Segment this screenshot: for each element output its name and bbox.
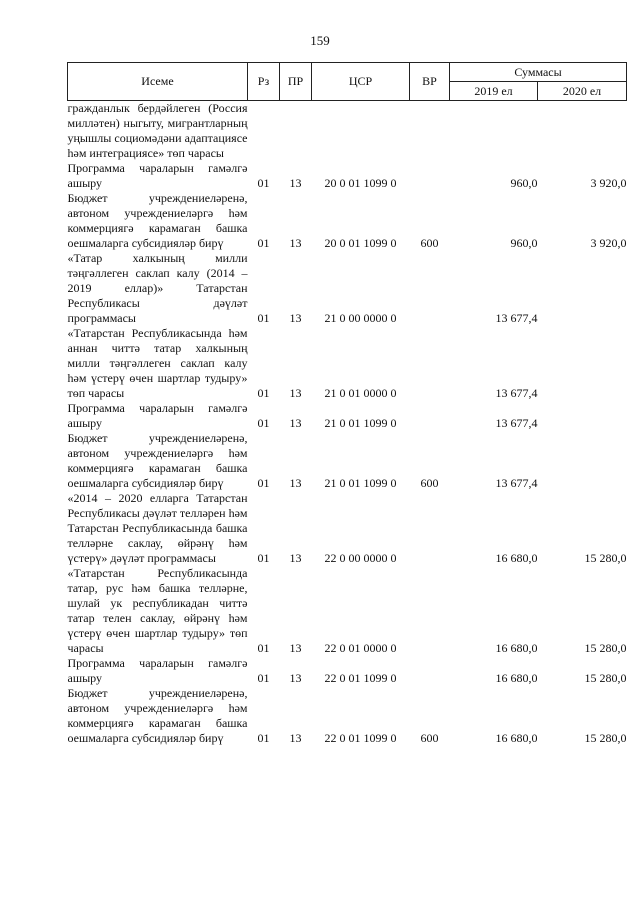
row-pr: 13 (289, 671, 302, 685)
row-pr: 13 (289, 236, 302, 250)
row-sum-2019: 13 677,4 (495, 311, 538, 325)
budget-table (67, 62, 627, 746)
row-vr: 600 (420, 476, 439, 490)
row-pr: 13 (289, 311, 302, 325)
row-sum-2020: 15 280,0 (584, 551, 627, 565)
header-vr: ВР (410, 63, 450, 101)
row-name: гражданлык бердәйлеген (Россия милләтен) ныгыту, мигрантларның уңышлы социомәдәни адаптациясе һәм интеграциясе» төп чарасы (67, 101, 248, 160)
header-sums: Суммасы (450, 63, 627, 82)
row-name: «Татарстан Республикасында татар, рус һәм башка телләрне, шулай ук республикадан читтә татар телен саклау, өйрәнү һәм үстерү өчен шартлар тудыру» төп чарасы (67, 566, 248, 655)
row-rz: 01 (257, 311, 270, 325)
row-name: «Татарстан Республикасында һәм аннан читтә татар халкының милли тәңгәллеген саклап калу һәм үстерү өчен шартлар тудыру» төп чарасы (67, 326, 248, 400)
row-name: Бюджет учреждениеләренә, автоном учреждениеләргә һәм коммерциягә карамаган башка оешмаларга субсидияләр бирү (67, 191, 248, 250)
row-vr: 600 (420, 731, 439, 745)
row-sum-2019: 16 680,0 (495, 671, 538, 685)
row-csr: 22 0 01 1099 0 (324, 671, 397, 685)
row-csr: 20 0 01 1099 0 (324, 236, 397, 250)
row-sum-2019: 960,0 (510, 176, 538, 190)
row-rz (248, 101, 280, 162)
table-row (68, 161, 627, 191)
table-row (68, 566, 627, 656)
row-pr: 13 (289, 416, 302, 430)
header-rz: Рз (248, 63, 280, 101)
row-sum-2020: 3 920,0 (590, 236, 627, 250)
row-sum-2019: 16 680,0 (495, 641, 538, 655)
row-csr: 20 0 01 1099 0 (324, 176, 397, 190)
row-vr (410, 326, 450, 401)
row-pr: 13 (289, 641, 302, 655)
row-rz: 01 (257, 671, 270, 685)
row-sum-2020 (538, 326, 627, 401)
row-pr: 13 (289, 551, 302, 565)
table-row (68, 251, 627, 326)
row-vr (410, 491, 450, 566)
header-year-2020: 2020 ел (538, 82, 627, 101)
row-csr: 21 0 01 1099 0 (324, 476, 397, 490)
row-rz: 01 (257, 641, 270, 655)
row-pr (280, 101, 312, 162)
table-body (68, 101, 627, 747)
row-csr: 22 0 00 0000 0 (324, 551, 397, 565)
row-vr (410, 566, 450, 656)
table-row (68, 191, 627, 251)
row-rz: 01 (257, 476, 270, 490)
row-sum-2020 (538, 101, 627, 162)
row-name: «2014 – 2020 елларга Татарстан Республикасы дәүләт телләрен һәм Татарстан Республикасында башка телләрне саклау, өйрәнү һәм үстерү» дәүләт программасы (67, 491, 248, 565)
page-number: 159 (310, 33, 330, 48)
row-vr (410, 101, 450, 162)
row-sum-2019: 13 677,4 (495, 476, 538, 490)
table-row (68, 401, 627, 431)
row-sum-2020: 15 280,0 (584, 731, 627, 745)
row-pr: 13 (289, 386, 302, 400)
row-sum-2019: 16 680,0 (495, 551, 538, 565)
header-pr: ПР (280, 63, 312, 101)
row-name: Программа чараларын гамәлгә ашыру (67, 656, 248, 685)
table-row (68, 491, 627, 566)
table-row (68, 686, 627, 746)
row-rz: 01 (257, 236, 270, 250)
row-rz: 01 (257, 416, 270, 430)
row-name: Программа чараларын гамәлгә ашыру (67, 161, 248, 190)
row-sum-2020: 15 280,0 (584, 671, 627, 685)
row-sum-2020 (538, 401, 627, 431)
row-csr: 22 0 01 0000 0 (324, 641, 397, 655)
header-csr: ЦСР (312, 63, 410, 101)
row-vr (410, 161, 450, 191)
row-sum-2020 (538, 431, 627, 491)
table-row (68, 656, 627, 686)
row-sum-2020: 15 280,0 (584, 641, 627, 655)
row-sum-2019: 13 677,4 (495, 386, 538, 400)
row-sum-2019: 960,0 (510, 236, 538, 250)
row-name: Программа чараларын гамәлгә ашыру (67, 401, 248, 430)
table-row (68, 431, 627, 491)
row-vr (410, 401, 450, 431)
header-name: Исеме (68, 63, 248, 101)
row-vr (410, 656, 450, 686)
row-csr: 21 0 01 0000 0 (324, 386, 397, 400)
table-row (68, 326, 627, 401)
row-sum-2019: 16 680,0 (495, 731, 538, 745)
row-rz: 01 (257, 551, 270, 565)
row-name: «Татар халкының милли тәңгәллеген саклап калу (2014 – 2019 еллар)» Татарстан Республикасы дәүләт программасы (67, 251, 248, 325)
row-vr (410, 251, 450, 326)
row-csr: 22 0 01 1099 0 (324, 731, 397, 745)
row-sum-2019 (450, 101, 538, 162)
row-name: Бюджет учреждениеләренә, автоном учреждениеләргә һәм коммерциягә карамаган башка оешмаларга субсидияләр бирү (67, 431, 248, 490)
row-rz: 01 (257, 731, 270, 745)
row-rz: 01 (257, 386, 270, 400)
row-csr: 21 0 01 1099 0 (324, 416, 397, 430)
table-header (68, 63, 627, 101)
row-pr: 13 (289, 731, 302, 745)
row-name: Бюджет учреждениеләренә, автоном учреждениеләргә һәм коммерциягә карамаган башка оешмаларга субсидияләр бирү (67, 686, 248, 745)
row-vr: 600 (420, 236, 439, 250)
row-rz: 01 (257, 176, 270, 190)
row-sum-2020: 3 920,0 (590, 176, 627, 190)
table-row (68, 101, 627, 162)
row-sum-2019: 13 677,4 (495, 416, 538, 430)
header-year-2019: 2019 ел (450, 82, 538, 101)
row-csr (312, 101, 410, 162)
row-sum-2020 (538, 251, 627, 326)
row-pr: 13 (289, 476, 302, 490)
row-pr: 13 (289, 176, 302, 190)
row-csr: 21 0 00 0000 0 (324, 311, 397, 325)
